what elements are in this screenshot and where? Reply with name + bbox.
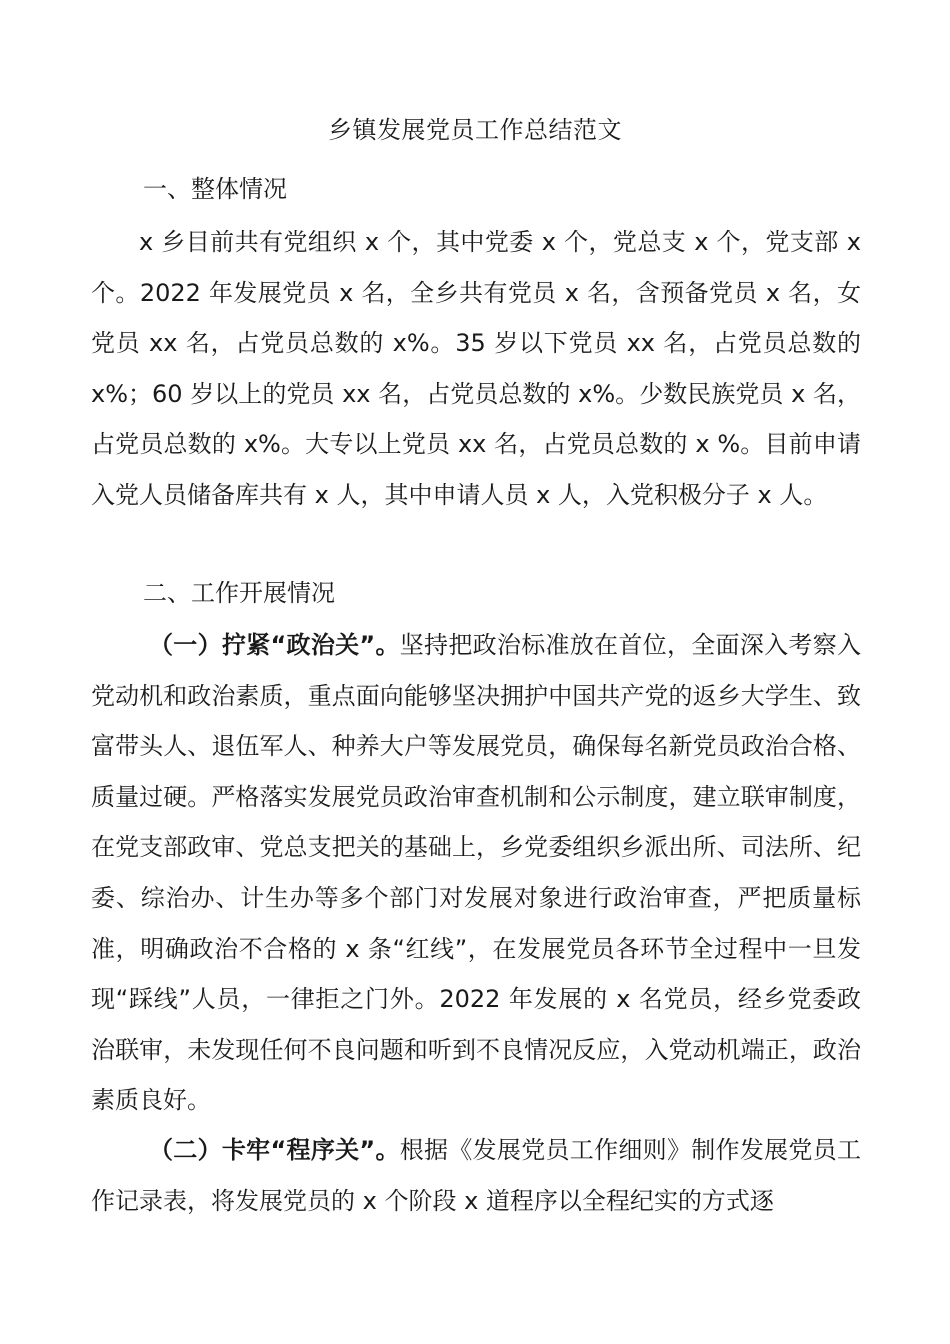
section-heading-work: 二、工作开展情况 [143, 579, 335, 607]
work-item-procedure-lead: （二）卡牢“程序关”。 [149, 1136, 400, 1164]
work-item-political-text: 坚持把政治标准放在首位，全面深入考察入党动机和政治素质，重点面向能够坚决拥护中国共产党的返乡大学生、致富带头人、退伍军人、种养大户等发展党员，确保每名新党员政治合格、质量过硬。严格落实发展党员政治审查机制和公示制度，建立联审制度，在党支部政审、党总支把关的基础上，乡党委组织乡派出所、司法所、纪委、综治办、计生办等多个部门对发展对象进行政治审查，严把质量标准，明确政治不合格的 x 条“红线”，在发展党员各环节全过程中一旦发现“踩线”人员，一律拒之门外。2022 年发展的 x 名党员，经乡党委政治联审，未发现任何不良问题和听到不良情况反应，入党动机端正，政治素质良好。 [91, 631, 862, 1115]
section-heading-overview: 一、整体情况 [143, 175, 287, 203]
work-item-political [91, 620, 861, 1126]
overview-paragraph: x 乡目前共有党组织 x 个，其中党委 x 个，党总支 x 个，党支部 x 个。2022 年发展党员 x 名，全乡共有党员 x 名，含预备党员 x 名，女党员 xx 名，占党员总数的 x%。35 岁以下党员 xx 名，占党员总数的 x%；60 岁以上的党员 xx 名，占党员总数的 x%。少数民族党员 x 名，占党员总数的 x%。大专以上党员 xx 名，占党员总数的 x %。目前申请入党人员储备库共有 x 人，其中申请人员 x 人，入党积极分子 x 人。 [91, 228, 861, 509]
work-item-political-lead: （一）拧紧“政治关”。 [149, 631, 400, 659]
document-title: 乡镇发展党员工作总结范文 [328, 116, 622, 144]
work-item-procedure-text: 根据《发展党员工作细则》制作发展党员工作记录表，将发展党员的 x 个阶段 x 道程序以全程纪实的方式逐 [91, 1136, 862, 1215]
work-item-procedure [91, 1125, 861, 1226]
